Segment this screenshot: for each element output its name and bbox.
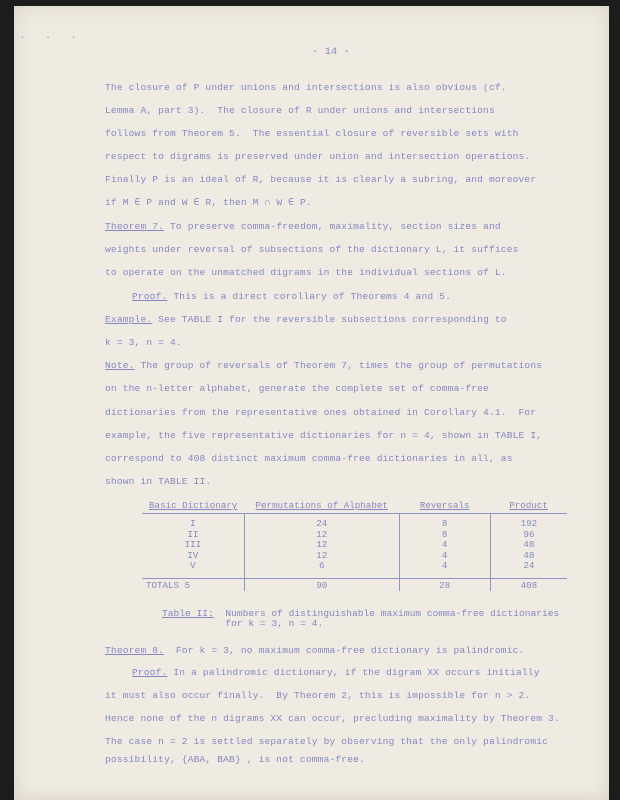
note-line: dictionaries from the representative ones obtained in Corollary 4.1. For [105, 407, 537, 418]
paragraph-line: Lemma A, part 3). The closure of R under unions and intersections [105, 105, 495, 116]
example-line: k = 3, n = 4. [105, 337, 182, 348]
table-header: Product [490, 500, 567, 514]
table-cell: 90 [244, 578, 399, 591]
table-cell: 192 [520, 518, 538, 529]
table-cell: 48 [523, 539, 535, 550]
note-text: The group of reversals of Theorem 7, times the group of permutations [134, 360, 543, 371]
table-cell: 12 [244, 551, 399, 562]
proof-2-line: Hence none of the n digrams XX can occur, precluding maximality by Theorem 3. [105, 713, 560, 724]
table-row [142, 561, 567, 578]
table-caption [162, 609, 559, 629]
table-caption-text: Numbers of distinguishable maximum comma-free dictionaries [213, 608, 560, 619]
table-header: Permutations of Alphabet [244, 500, 399, 514]
theorem-8 [105, 645, 524, 656]
theorem-8-text: For k = 3, no maximum comma-free dictionary is palindromic. [164, 645, 525, 656]
table-cell: I [190, 518, 196, 529]
table-cell: 408 [490, 578, 567, 591]
table-cell: 4 [399, 561, 490, 578]
table-cell: 12 [244, 530, 399, 541]
theorem-7 [105, 221, 501, 232]
table-row [142, 540, 567, 551]
table-cell: 24 [523, 560, 535, 571]
table-caption-label: Table II: [162, 608, 214, 619]
table-cell: 6 [244, 561, 399, 578]
theorem-8-label: Theorem 8. [105, 645, 165, 656]
table-cell: III [184, 539, 202, 550]
table-totals-label: TOTALS 5 [142, 578, 244, 591]
table-cell: 8 [399, 514, 490, 530]
paragraph-line: follows from Theorem 5. The essential closure of reversible sets with [105, 128, 519, 139]
paragraph-line: The closure of P under unions and intersections is also obvious (cf. [105, 82, 507, 93]
table-cell: IV [187, 549, 199, 561]
table-cell: 4 [399, 540, 490, 551]
table-header-row [142, 500, 567, 514]
table-row [142, 530, 567, 541]
table-cell: 24 [244, 514, 399, 530]
table-cell: 96 [523, 528, 535, 540]
proof-2 [132, 667, 540, 678]
table-totals-row [142, 578, 567, 591]
note-line: correspond to 408 distinct maximum comma-free dictionaries in all, as [105, 453, 513, 464]
table-cell: 28 [399, 578, 490, 591]
paragraph-line: respect to digrams is preserved under union and intersection operations. [105, 151, 531, 162]
margin-dots: . . . [20, 32, 85, 41]
table-header: Basic Dictionary [142, 500, 244, 514]
document-page [14, 6, 609, 800]
paragraph-line: Finally P is an ideal of R, because it is clearly a subring, and moreover [105, 174, 537, 185]
table-row [142, 514, 567, 530]
page-number: - 14 - [312, 46, 350, 58]
theorem-7-text: To preserve comma-freedom, maximality, section sizes and [164, 221, 501, 232]
table-row [142, 551, 567, 562]
proof-1-text: This is a direct corollary of Theorems 4 and 5. [167, 291, 451, 302]
proof-2-line: it must also occur finally. By Theorem 2, this is impossible for n > 2. [105, 690, 531, 701]
proof-2-line: The case n = 2 is settled separately by observing that the only palindromic [105, 736, 549, 747]
theorem-7-line: to operate on the unmatched digrams in the individual sections of L. [105, 267, 507, 278]
paragraph-line: if M ∈ P and W ∈ R, then M ∩ W ∈ P. [105, 197, 312, 208]
note-label: Note. [105, 360, 135, 371]
example-label: Example. [105, 314, 153, 325]
table-cell: 4 [399, 551, 490, 562]
note-line: shown in TABLE II. [105, 476, 212, 487]
table-cell: V [190, 560, 196, 571]
table-caption-text-2: for k = 3, n = 4. [162, 618, 324, 629]
proof-2-label: Proof. [132, 667, 168, 678]
note-line: on the n-letter alphabet, generate the complete set of comma-free [105, 383, 489, 394]
example [105, 314, 507, 325]
theorem-7-label: Theorem 7. [105, 221, 165, 232]
proof-2-line: possibility, {ABA, BAB} , is not comma-free. [105, 754, 365, 765]
note [105, 360, 542, 371]
proof-1-label: Proof. [132, 291, 168, 302]
table-cell: 8 [399, 530, 490, 541]
proof-2-text: In a palindromic dictionary, if the digram XX occurs initially [167, 667, 540, 678]
table-header: Reversals [399, 500, 490, 514]
table-cell: 12 [244, 540, 399, 551]
table-ii [142, 500, 567, 591]
table-cell: 48 [523, 549, 535, 561]
example-text: See TABLE I for the reversible subsections corresponding to [152, 314, 507, 325]
proof-1 [132, 291, 451, 302]
table-cell: II [187, 528, 199, 540]
theorem-7-line: weights under reversal of subsections of the dictionary L, it suffices [105, 244, 519, 255]
note-line: example, the five representative dictionaries for n = 4, shown in TABLE I, [105, 430, 543, 441]
